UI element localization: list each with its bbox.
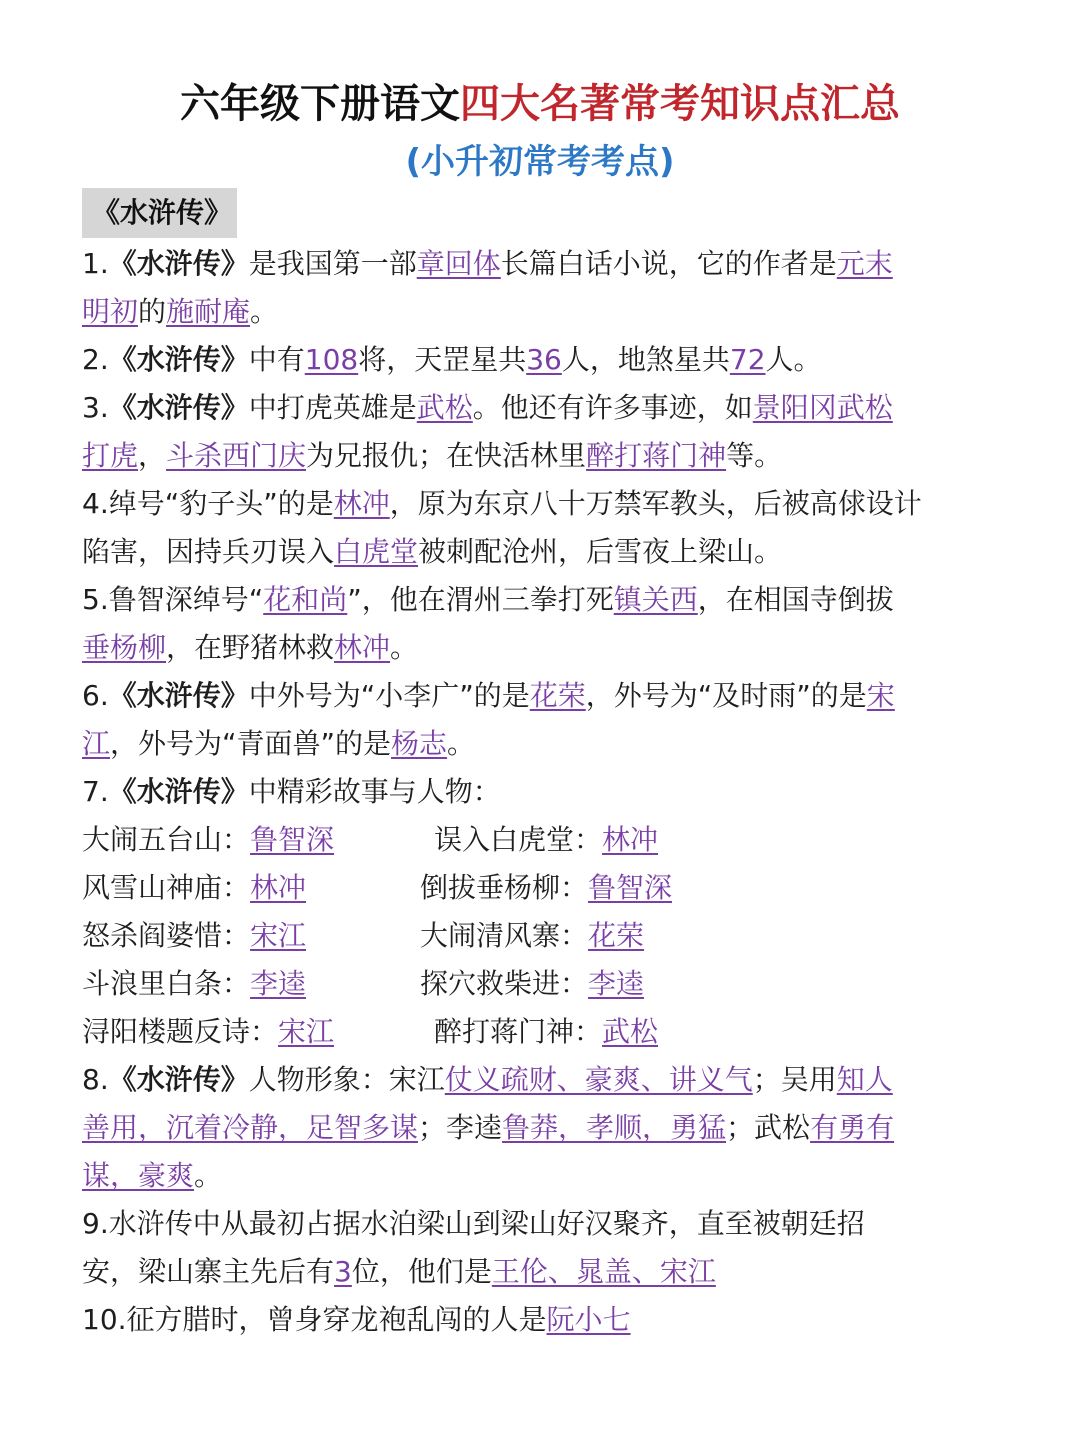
text-segment: 是我国第一部 — [248, 247, 417, 280]
text-segment: 被刺配沧州，后雪夜上梁山。 — [418, 535, 783, 568]
text-segment: 长篇白话小说，它的作者是 — [500, 247, 837, 280]
text-line — [82, 1056, 1012, 1104]
answer-highlight: 杨志 — [391, 727, 448, 760]
answer-highlight: 武松 — [416, 391, 473, 424]
text-segment: 《水浒传》 — [108, 343, 249, 376]
page-subtitle: (小升初常考考点) — [405, 142, 675, 182]
story-right — [434, 1008, 658, 1056]
story-right — [420, 912, 644, 960]
text-segment: 8. — [82, 1063, 109, 1096]
character-name: 林冲 — [250, 871, 307, 904]
text-segment: 9.水浒传中从最初占据水泊梁山到梁山好汉聚齐，直至被朝廷招 — [82, 1207, 865, 1240]
text-segment: 中精彩故事与人物： — [248, 775, 501, 808]
character-name: 李逵 — [250, 967, 307, 1000]
content-body — [82, 240, 1012, 1344]
answer-highlight: 108 — [304, 343, 359, 376]
text-segment: 为兄报仇；在快活林里 — [306, 439, 587, 472]
text-segment: ；武松 — [726, 1111, 811, 1144]
story-pair-row — [82, 960, 1012, 1008]
text-segment: 5.鲁智深绰号“ — [82, 583, 264, 616]
text-segment: 中有 — [248, 343, 305, 376]
answer-highlight: 花和尚 — [263, 583, 348, 616]
answer-highlight: 施耐庵 — [166, 295, 251, 328]
answer-highlight: 花荣 — [529, 679, 586, 712]
story-label: 醉打蒋门神： — [434, 1015, 603, 1048]
text-segment: 等。 — [726, 439, 783, 472]
text-line — [82, 240, 1012, 288]
story-label: 探穴救柴进： — [420, 967, 589, 1000]
answer-highlight: 宋 — [866, 679, 895, 712]
text-segment: 1. — [82, 247, 109, 280]
text-segment: 2. — [82, 343, 109, 376]
text-line — [82, 576, 1012, 624]
text-segment: 。 — [447, 727, 476, 760]
text-line — [82, 624, 1012, 672]
text-segment: 《水浒传》 — [108, 775, 249, 808]
text-segment: 。 — [194, 1159, 223, 1192]
answer-highlight: 垂杨柳 — [82, 631, 167, 664]
story-label: 大闹清风寨： — [420, 919, 589, 952]
answer-highlight: 斗杀西门庆 — [166, 439, 307, 472]
text-line — [82, 288, 1012, 336]
text-segment: 6. — [82, 679, 109, 712]
character-name: 林冲 — [602, 823, 659, 856]
text-segment: 安，梁山寨主先后有 — [82, 1255, 335, 1288]
text-line — [82, 1200, 1012, 1248]
story-pair-row — [82, 912, 1012, 960]
answer-highlight: 打虎 — [82, 439, 139, 472]
answer-highlight: 江 — [82, 727, 111, 760]
character-name: 鲁智深 — [250, 823, 335, 856]
answer-highlight: 知人 — [836, 1063, 893, 1096]
answer-highlight: 阮小七 — [546, 1303, 631, 1336]
text-segment: 3. — [82, 391, 109, 424]
answer-highlight: 有勇有 — [810, 1111, 895, 1144]
character-name: 宋江 — [250, 919, 307, 952]
text-line — [82, 432, 1012, 480]
text-segment: 4.绰号“豹子头”的是 — [82, 487, 334, 520]
section-heading: 《水浒传》 — [82, 188, 237, 238]
answer-highlight: 善用，沉着冷静，足智多谋 — [82, 1111, 419, 1144]
answer-highlight: 谋，豪爽 — [82, 1159, 195, 1192]
knowledge-list-part-2 — [82, 1056, 1012, 1344]
text-segment: 的 — [138, 295, 167, 328]
character-name: 武松 — [602, 1015, 659, 1048]
story-pair-row — [82, 864, 1012, 912]
text-segment: 人。 — [765, 343, 822, 376]
text-segment: ，外号为“及时雨”的是 — [585, 679, 867, 712]
character-name: 宋江 — [278, 1015, 335, 1048]
story-left — [82, 912, 306, 960]
text-segment: ，原为东京八十万禁军教头，后被高俅设计 — [389, 487, 922, 520]
story-label: 浔阳楼题反诗： — [82, 1015, 279, 1048]
answer-highlight: 36 — [526, 343, 562, 376]
title-part-2: 四大名著常考知识点汇总 — [460, 81, 900, 127]
story-left — [82, 1008, 334, 1056]
answer-highlight: 3 — [334, 1255, 352, 1288]
answer-highlight: 醉打蒋门神 — [586, 439, 727, 472]
answer-highlight: 景阳冈武松 — [752, 391, 893, 424]
text-segment: 10.征方腊时，曾身穿龙袍乱闯的人是 — [82, 1303, 547, 1336]
story-label: 怒杀阎婆惜： — [82, 919, 251, 952]
title-part-1: 六年级下册语文 — [180, 81, 460, 127]
text-segment: 位，他们是 — [351, 1255, 492, 1288]
story-label: 斗浪里白条： — [82, 967, 251, 1000]
story-label: 倒拔垂杨柳： — [420, 871, 589, 904]
story-label: 大闹五台山： — [82, 823, 251, 856]
answer-highlight: 白虎堂 — [334, 535, 419, 568]
text-segment: 。 — [390, 631, 419, 664]
answer-highlight: 章回体 — [416, 247, 501, 280]
text-line — [82, 720, 1012, 768]
story-left — [82, 960, 306, 1008]
text-segment: 。 — [250, 295, 279, 328]
text-segment: 人物形象：宋江 — [248, 1063, 445, 1096]
text-segment: 《水浒传》 — [108, 679, 249, 712]
answer-highlight: 鲁莽，孝顺，勇猛 — [502, 1111, 727, 1144]
answer-highlight: 镇关西 — [613, 583, 698, 616]
story-label: 误入白虎堂： — [434, 823, 603, 856]
text-segment: ”，他在渭州三拳打死 — [347, 583, 614, 616]
text-segment: 中打虎英雄是 — [248, 391, 417, 424]
text-line — [82, 1152, 1012, 1200]
story-pair-row — [82, 1008, 1012, 1056]
answer-highlight: 元末 — [836, 247, 893, 280]
story-pair-row — [82, 816, 1012, 864]
text-line — [82, 480, 1012, 528]
character-name: 李逵 — [588, 967, 645, 1000]
text-line — [82, 1296, 1012, 1344]
text-line — [82, 768, 1012, 816]
answer-highlight: 林冲 — [333, 487, 390, 520]
answer-highlight: 林冲 — [334, 631, 391, 664]
answer-highlight: 明初 — [82, 295, 139, 328]
story-right — [434, 816, 658, 864]
text-segment: 《水浒传》 — [108, 1063, 249, 1096]
story-left — [82, 864, 306, 912]
story-right — [420, 864, 672, 912]
text-segment: 人，地煞星共 — [561, 343, 730, 376]
story-label: 风雪山神庙： — [82, 871, 251, 904]
text-segment: ， — [138, 439, 167, 472]
text-segment: 中外号为“小李广”的是 — [248, 679, 530, 712]
text-segment: 将，天罡星共 — [358, 343, 527, 376]
answer-highlight: 王伦、晁盖、宋江 — [491, 1255, 716, 1288]
page-title — [0, 74, 1080, 134]
text-segment: ，在相国寺倒拔 — [697, 583, 894, 616]
knowledge-list-part-1 — [82, 240, 1012, 816]
text-segment: 《水浒传》 — [108, 247, 249, 280]
text-line — [82, 1104, 1012, 1152]
character-name: 鲁智深 — [588, 871, 673, 904]
text-segment: 。他还有许多事迹，如 — [472, 391, 753, 424]
character-name: 花荣 — [588, 919, 645, 952]
text-line — [82, 672, 1012, 720]
text-segment: 《水浒传》 — [108, 391, 249, 424]
answer-highlight: 仗义疏财、豪爽、讲义气 — [444, 1063, 753, 1096]
text-line — [82, 528, 1012, 576]
story-left — [82, 816, 334, 864]
text-segment: 7. — [82, 775, 109, 808]
answer-highlight: 72 — [729, 343, 766, 376]
text-line — [82, 384, 1012, 432]
text-line — [82, 336, 1012, 384]
text-segment: 陷害，因持兵刃误入 — [82, 535, 335, 568]
text-segment: ；吴用 — [752, 1063, 837, 1096]
text-segment: ，外号为“青面兽”的是 — [110, 727, 392, 760]
text-segment: ，在野猪林救 — [166, 631, 335, 664]
text-line — [82, 1248, 1012, 1296]
story-right — [420, 960, 644, 1008]
story-character-pairs — [82, 816, 1012, 1056]
text-segment: ；李逵 — [418, 1111, 503, 1144]
